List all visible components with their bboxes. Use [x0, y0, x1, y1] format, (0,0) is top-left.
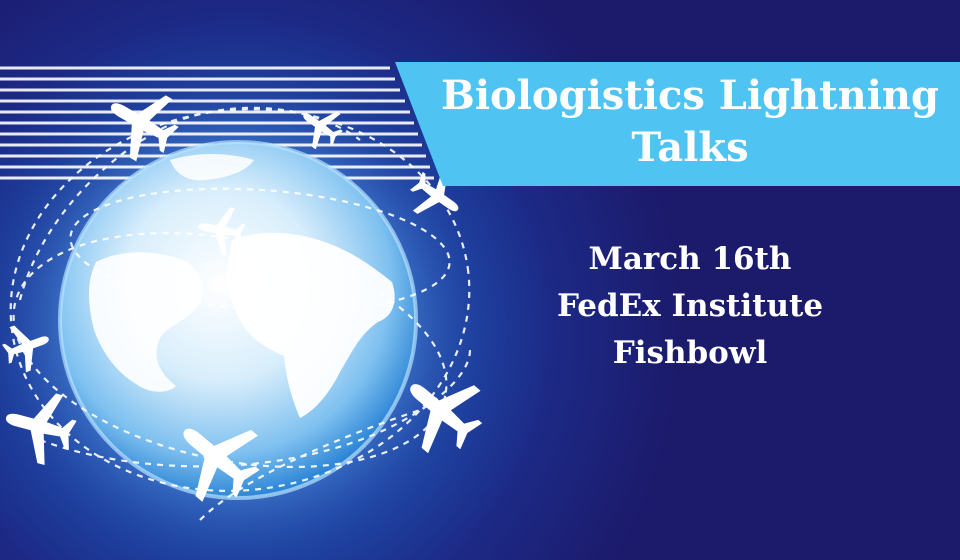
event-venue-line2: Fishbowl — [612, 335, 768, 371]
event-date: March 16th — [588, 241, 792, 277]
event-details — [540, 236, 840, 377]
event-title-line2: Talks — [631, 124, 749, 171]
event-title — [420, 70, 960, 174]
event-venue-line1: FedEx Institute — [556, 288, 824, 324]
event-title-line1: Biologistics Lightning — [441, 72, 939, 119]
